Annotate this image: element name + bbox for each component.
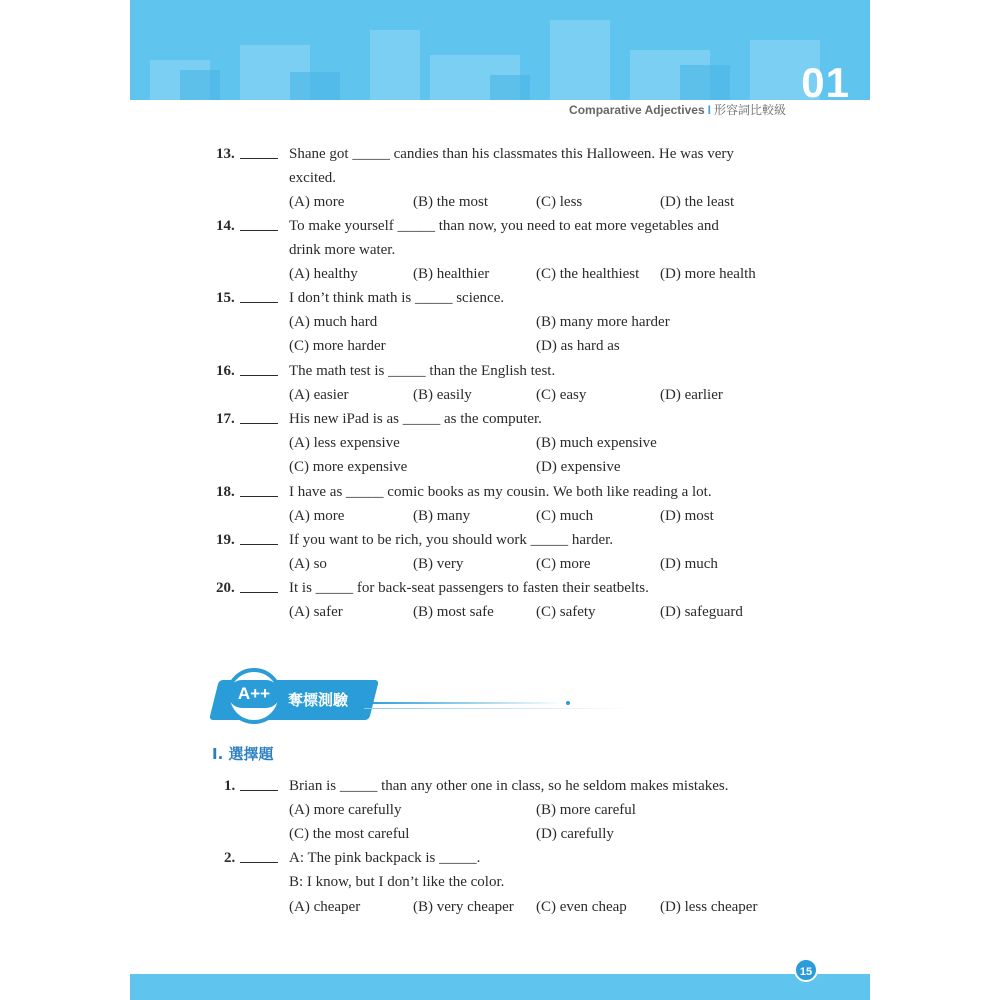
- question-number: 15.: [216, 290, 235, 306]
- option-a[interactable]: (A) much hard: [289, 314, 378, 330]
- chapter-number: 01: [801, 59, 850, 106]
- title-separator: I: [707, 103, 711, 117]
- question-stem-line: It is _____ for back-seat passengers to fasten their seatbelts.: [289, 580, 649, 596]
- option-b[interactable]: (B) healthier: [413, 266, 490, 282]
- page-number: 15: [794, 958, 818, 982]
- chapter-title-en: Comparative Adjectives: [569, 103, 705, 117]
- question-number: 14.: [216, 218, 235, 234]
- option-c[interactable]: (C) even cheap: [536, 899, 627, 915]
- answer-blank[interactable]: [240, 480, 278, 497]
- workbook-page: [130, 0, 870, 1000]
- answer-blank[interactable]: [240, 576, 278, 593]
- answer-blank[interactable]: [240, 528, 278, 545]
- decorative-line: [364, 708, 634, 709]
- option-b[interactable]: (B) many more harder: [536, 314, 670, 330]
- option-a[interactable]: (A) more: [289, 508, 345, 524]
- answer-blank[interactable]: [240, 407, 278, 424]
- option-b[interactable]: (B) easily: [413, 387, 472, 403]
- answer-blank[interactable]: [240, 774, 278, 791]
- option-a[interactable]: (A) less expensive: [289, 435, 400, 451]
- question-number: 17.: [216, 411, 235, 427]
- option-c[interactable]: (C) safety: [536, 604, 596, 620]
- option-d[interactable]: (D) earlier: [660, 387, 723, 403]
- question-stem-line: Brian is _____ than any other one in class, so he seldom makes mistakes.: [289, 778, 729, 794]
- chapter-title: [460, 100, 786, 120]
- option-a[interactable]: (A) easier: [289, 387, 349, 403]
- question-stem-line: drink more water.: [289, 242, 396, 258]
- answer-blank[interactable]: [240, 359, 278, 376]
- option-b[interactable]: (B) more careful: [536, 802, 636, 818]
- option-a[interactable]: (A) more: [289, 194, 345, 210]
- option-b[interactable]: (B) the most: [413, 194, 488, 210]
- question-number: 2.: [224, 850, 236, 866]
- answer-blank[interactable]: [240, 214, 278, 231]
- question-stem-line: To make yourself _____ than now, you need to eat more vegetables and: [289, 218, 719, 234]
- question-number: 19.: [216, 532, 235, 548]
- option-c[interactable]: (C) more expensive: [289, 459, 408, 475]
- aplus-section-banner: [214, 666, 634, 722]
- question-number: 18.: [216, 484, 235, 500]
- option-a[interactable]: (A) so: [289, 556, 327, 572]
- question-stem-line: His new iPad is as _____ as the computer.: [289, 411, 542, 427]
- option-d[interactable]: (D) as hard as: [536, 338, 620, 354]
- option-c[interactable]: (C) more harder: [289, 338, 386, 354]
- question-number: 1.: [224, 778, 236, 794]
- option-d[interactable]: (D) safeguard: [660, 604, 743, 620]
- answer-blank[interactable]: [240, 846, 278, 863]
- option-b[interactable]: (B) most safe: [413, 604, 494, 620]
- option-d[interactable]: (D) the least: [660, 194, 735, 210]
- option-a[interactable]: (A) more carefully: [289, 802, 402, 818]
- option-d[interactable]: (D) less cheaper: [660, 899, 758, 915]
- option-a[interactable]: (A) healthy: [289, 266, 358, 282]
- question-stem-line: I have as _____ comic books as my cousin. We both like reading a lot.: [289, 484, 712, 500]
- option-c[interactable]: (C) the healthiest: [536, 266, 640, 282]
- question-number: 16.: [216, 363, 235, 379]
- option-d[interactable]: (D) most: [660, 508, 714, 524]
- decorative-line: [364, 702, 564, 704]
- option-d[interactable]: (D) expensive: [536, 459, 621, 475]
- option-b[interactable]: (B) very cheaper: [413, 899, 514, 915]
- option-b[interactable]: (B) much expensive: [536, 435, 657, 451]
- option-c[interactable]: (C) the most careful: [289, 826, 410, 842]
- question-stem-line: A: The pink backpack is _____.: [289, 850, 481, 866]
- section-heading: I. 選擇題: [212, 745, 274, 763]
- option-c[interactable]: (C) less: [536, 194, 583, 210]
- question-stem-line: The math test is _____ than the English test.: [289, 363, 556, 379]
- option-d[interactable]: (D) more health: [660, 266, 756, 282]
- decorative-dot: [566, 701, 570, 705]
- option-a[interactable]: (A) cheaper: [289, 899, 361, 915]
- option-c[interactable]: (C) easy: [536, 387, 587, 403]
- answer-blank[interactable]: [240, 286, 278, 303]
- question-number: 13.: [216, 146, 235, 162]
- option-b[interactable]: (B) many: [413, 508, 471, 524]
- question-stem-line: Shane got _____ candies than his classmates this Halloween. He was very: [289, 146, 734, 162]
- footer-band: [130, 974, 870, 1000]
- question-stem-line: excited.: [289, 170, 337, 186]
- chapter-title-zh: 形容詞比較級: [713, 103, 786, 117]
- option-c[interactable]: (C) much: [536, 508, 594, 524]
- aplus-badge: A++: [228, 680, 280, 708]
- option-c[interactable]: (C) more: [536, 556, 591, 572]
- question-number: 20.: [216, 580, 235, 596]
- option-d[interactable]: (D) carefully: [536, 826, 614, 842]
- question-stem-line: B: I know, but I don’t like the color.: [289, 874, 505, 890]
- answer-blank[interactable]: [240, 142, 278, 159]
- option-a[interactable]: (A) safer: [289, 604, 343, 620]
- question-stem-line: If you want to be rich, you should work _____ harder.: [289, 532, 614, 548]
- option-b[interactable]: (B) very: [413, 556, 464, 572]
- question-stem-line: I don’t think math is _____ science.: [289, 290, 505, 306]
- option-d[interactable]: (D) much: [660, 556, 718, 572]
- aplus-section-title: 奪標測驗: [288, 691, 349, 709]
